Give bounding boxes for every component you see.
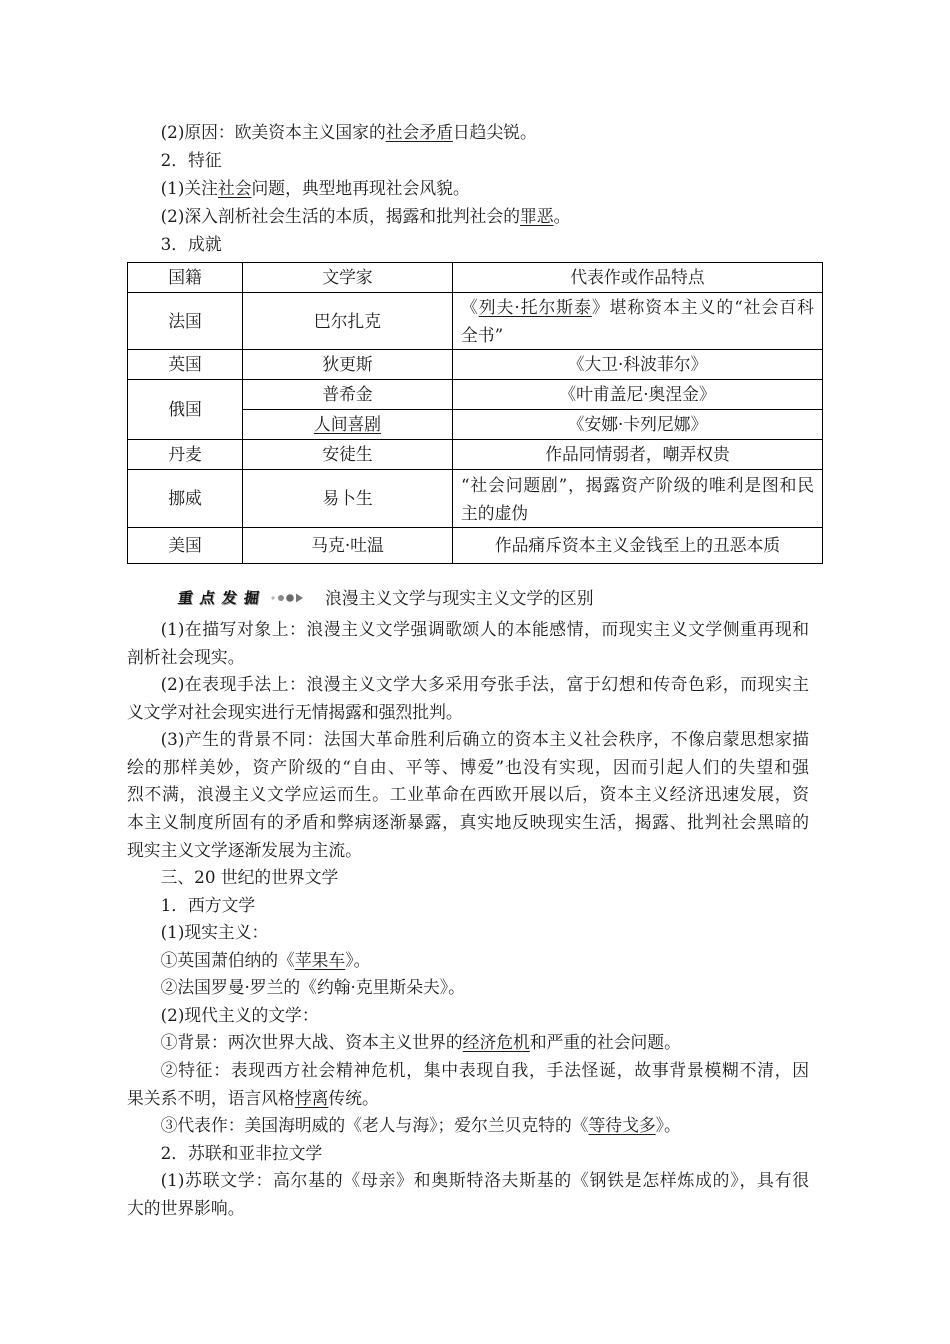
modernism-features-text-end: 传统。 bbox=[328, 1087, 379, 1108]
cell-writer: 马克·吐温 bbox=[243, 528, 453, 564]
modernism-works bbox=[127, 1112, 809, 1140]
feature-1-answer: 社会 bbox=[217, 178, 252, 198]
cell-country: 法国 bbox=[128, 293, 243, 350]
achievements-heading: 3．成就 bbox=[160, 234, 222, 254]
modernism-background-answer: 经济危机 bbox=[462, 1032, 530, 1053]
header-writer: 文学家 bbox=[243, 263, 453, 293]
point-3-line: 现实主义文学逐渐发展为主流。 bbox=[127, 839, 362, 860]
table-row bbox=[128, 350, 823, 380]
section-heading: 三、20 世纪的世界文学 bbox=[160, 867, 339, 888]
cause-text: (2)原因：欧美资本主义国家的 bbox=[160, 122, 386, 142]
realism-item-2: ②法国罗曼·罗兰的《约翰·克里斯朵夫》。 bbox=[160, 977, 465, 998]
modernism-features-line: ②特征：表现西方社会精神危机，集中表现自我，手法怪诞，故事背景模糊不清，因 bbox=[160, 1060, 809, 1080]
emphasis-badge: 重点发掘 bbox=[176, 589, 268, 607]
features-heading: 2．特征 bbox=[160, 150, 222, 170]
cell-works-line: 全书” bbox=[461, 325, 504, 345]
emphasis-heading-row bbox=[0, 584, 950, 612]
works-answer: 列夫·托尔斯泰 bbox=[478, 297, 592, 317]
cell-works-line: 主的虚伪 bbox=[461, 502, 529, 523]
feature-2-answer: 罪恶 bbox=[520, 206, 554, 226]
cell-country: 挪威 bbox=[128, 470, 243, 528]
table-row bbox=[128, 470, 823, 528]
point-3-line: 烈不满，浪漫主义文学应运而生。工业革命在西欧开展以后，资本主义经济迅速发展，资 bbox=[127, 784, 809, 805]
body-section bbox=[127, 616, 809, 1222]
cause-answer: 社会矛盾 bbox=[385, 122, 453, 142]
table-row bbox=[128, 380, 823, 410]
point-1-line: 剖析社会现实。 bbox=[127, 646, 245, 667]
cell-writer: 巴尔扎克 bbox=[243, 293, 453, 350]
cell-country: 美国 bbox=[128, 528, 243, 564]
cell-works-line bbox=[461, 293, 814, 321]
works-text-end: 》堪称资本主义的“社会百科 bbox=[591, 297, 814, 317]
intro-section bbox=[127, 118, 809, 258]
western-heading: 1．西方文学 bbox=[160, 894, 256, 915]
realism-heading: (1)现实主义： bbox=[160, 922, 269, 943]
modernism-works-text: ③代表作：美国海明威的《老人与海》；爱尔兰贝克特的《 bbox=[160, 1115, 589, 1136]
modernism-background-text-end: 和严重的社会问题。 bbox=[529, 1032, 681, 1053]
modernism-works-text-end: 》。 bbox=[655, 1115, 681, 1136]
realism-item-text: ①英国萧伯纳的《 bbox=[160, 949, 295, 970]
cell-writer: 普希金 bbox=[243, 380, 453, 410]
cell-works: 《叶甫盖尼·奥涅金》 bbox=[453, 380, 823, 410]
table-row bbox=[128, 528, 823, 564]
realism-item-answer: 苹果车 bbox=[294, 949, 346, 970]
cell-works: 《安娜·卡列尼娜》 bbox=[453, 410, 823, 440]
cell-country: 英国 bbox=[128, 350, 243, 380]
realism-item-text-end: 》。 bbox=[345, 949, 371, 970]
table-row bbox=[128, 440, 823, 470]
soviet-literature-line: 大的世界影响。 bbox=[127, 1197, 245, 1218]
cause-text-end: 日趋尖锐。 bbox=[452, 122, 537, 142]
feature-2-text-end: 。 bbox=[553, 206, 571, 226]
cell-writer bbox=[243, 410, 453, 440]
feature-1-text: (1)关注 bbox=[160, 178, 218, 198]
header-works: 代表作或作品特点 bbox=[453, 263, 823, 293]
modernism-background-text: ①背景：两次世界大战、资本主义世界的 bbox=[160, 1032, 463, 1053]
modernism-features-answer: 悖离 bbox=[294, 1087, 329, 1108]
header-country: 国籍 bbox=[128, 263, 243, 293]
cell-writer: 狄更斯 bbox=[243, 350, 453, 380]
achievements-table bbox=[127, 262, 823, 564]
feature-1-line bbox=[127, 174, 809, 202]
emphasis-title: 浪漫主义文学与现实主义文学的区别 bbox=[325, 588, 594, 608]
cell-works: 作品痛斥资本主义金钱至上的丑恶本质 bbox=[453, 528, 823, 564]
cause-line bbox=[127, 118, 809, 146]
cell-country: 丹麦 bbox=[128, 440, 243, 470]
table-header-row bbox=[128, 263, 823, 293]
cell-writer: 安徒生 bbox=[243, 440, 453, 470]
cell-works: 《大卫·科波菲尔》 bbox=[453, 350, 823, 380]
cell-works-line: “社会问题剧”，揭露资产阶级的唯利是图和民 bbox=[461, 474, 814, 495]
modernism-heading: (2)现代主义的文学： bbox=[160, 1004, 319, 1025]
point-1-line: (1)在描写对象上：浪漫主义文学强调歌颂人的本能感情，而现实主义文学侧重再现和 bbox=[160, 619, 809, 639]
soviet-literature-line: (1)苏联文学：高尔基的《母亲》和奥斯特洛夫斯基的《钢铁是怎样炼成的》，具有很 bbox=[160, 1170, 809, 1191]
soviet-heading: 2．苏联和亚非拉文学 bbox=[160, 1142, 323, 1163]
works-text: 《 bbox=[461, 297, 479, 317]
table-row bbox=[128, 293, 823, 350]
point-3-line: (3)产生的背景不同：法国大革命胜利后确立的资本主义社会秩序，不像启蒙思想家描 bbox=[160, 729, 809, 750]
point-3-line: 本主义制度所固有的矛盾和弊病逐渐暴露，真实地反映现实生活，揭露、批判社会黑暗的 bbox=[127, 811, 809, 832]
modernism-features-line bbox=[127, 1085, 809, 1113]
cell-country: 俄国 bbox=[128, 380, 243, 440]
cell-writer: 易卜生 bbox=[243, 470, 453, 528]
modernism-features-text: 果关系不明，语言风格 bbox=[127, 1087, 295, 1108]
point-2-line: (2)在表现手法上：浪漫主义文学大多采用夸张手法，富于幻想和传奇色彩，而现实主 bbox=[160, 674, 809, 695]
cell-works bbox=[453, 293, 823, 350]
modernism-works-answer: 等待戈多 bbox=[588, 1115, 656, 1136]
point-3-line: 绘的那样美妙，资产阶级的“自由、平等、博爱”也没有实现，因而引起人们的失望和强 bbox=[127, 756, 809, 777]
feature-2-text: (2)深入剖析社会生活的本质，揭露和批判社会的 bbox=[160, 206, 520, 226]
modernism-background bbox=[127, 1029, 809, 1057]
arrow-dots-icon bbox=[270, 592, 304, 604]
writer-answer: 人间喜剧 bbox=[313, 414, 382, 434]
feature-2-line bbox=[127, 202, 809, 230]
cell-works: 作品同情弱者，嘲弄权贵 bbox=[453, 440, 823, 470]
feature-1-text-end: 问题，典型地再现社会风貌。 bbox=[251, 178, 470, 198]
cell-works bbox=[453, 470, 823, 528]
realism-item-1 bbox=[127, 947, 809, 975]
point-2-line: 义文学对社会现实进行无情揭露和强烈批判。 bbox=[127, 701, 463, 722]
